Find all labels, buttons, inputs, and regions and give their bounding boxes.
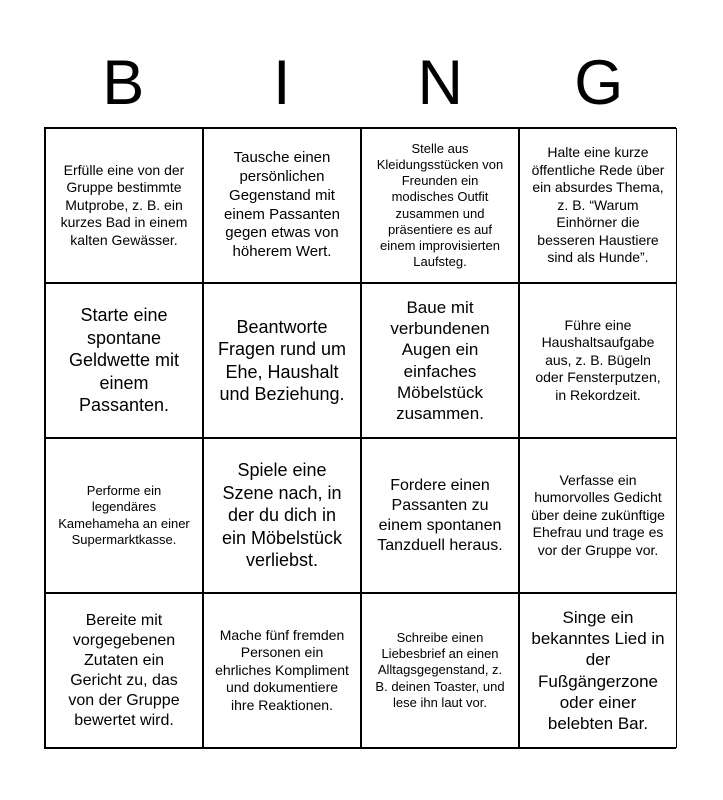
- bingo-cell-r4c4[interactable]: Singe ein bekanntes Lied in der Fußgängerzone oder einer belebten Bar.: [519, 593, 677, 748]
- bingo-cell-r4c1[interactable]: Bereite mit vorgegebenen Zutaten ein Gericht zu, das von der Gruppe bewertet wird.: [45, 593, 203, 748]
- bingo-cell-r3c4[interactable]: Verfasse ein humorvolles Gedicht über deine zukünftige Ehefrau und trage es vor der Gruppe vor.: [519, 438, 677, 593]
- bingo-cell-r2c3[interactable]: Baue mit verbundenen Augen ein einfaches Möbelstück zusammen.: [361, 283, 519, 438]
- title-letter-n: N: [417, 48, 463, 118]
- title-letter-b: B: [102, 48, 145, 118]
- bingo-cell-r3c1[interactable]: Performe ein legendäres Kamehameha an einer Supermarktkasse.: [45, 438, 203, 593]
- bingo-cell-r2c4[interactable]: Führe eine Haushaltsaufgabe aus, z. B. Bügeln oder Fensterputzen, in Rekordzeit.: [519, 283, 677, 438]
- bingo-board: [44, 0, 678, 749]
- bingo-cell-r2c1[interactable]: Starte eine spontane Geldwette mit einem Passanten.: [45, 283, 203, 438]
- bingo-cell-r1c4[interactable]: Halte eine kurze öffentliche Rede über ein absurdes Thema, z. B. “Warum Einhörner die besseren Haustiere sind als Hunde”.: [519, 128, 677, 283]
- bingo-cell-r3c2[interactable]: Spiele eine Szene nach, in der du dich in ein Möbelstück verliebst.: [203, 438, 361, 593]
- bingo-cell-r1c2[interactable]: Tausche einen persönlichen Gegenstand mit einem Passanten gegen etwas von höherem Wert.: [203, 128, 361, 283]
- bingo-cell-r4c3[interactable]: Schreibe einen Liebesbrief an einen Alltagsgegenstand, z. B. deinen Toaster, und lese ihn laut vor.: [361, 593, 519, 748]
- bingo-cell-r1c3[interactable]: Stelle aus Kleidungsstücken von Freunden ein modisches Outfit zusammen und präsentiere es auf einem improvisierten Laufsteg.: [361, 128, 519, 283]
- bingo-grid: [44, 127, 676, 749]
- bingo-cell-r4c2[interactable]: Mache fünf fremden Personen ein ehrliches Kompliment und dokumentiere ihre Reaktionen.: [203, 593, 361, 748]
- bingo-cell-r1c1[interactable]: Erfülle eine von der Gruppe bestimmte Mutprobe, z. B. ein kurzes Bad in einem kalten Gewässer.: [45, 128, 203, 283]
- title-letter-i: I: [272, 48, 291, 118]
- bingo-title: [44, 0, 678, 127]
- bingo-cell-r3c3[interactable]: Fordere einen Passanten zu einem spontanen Tanzduell heraus.: [361, 438, 519, 593]
- title-letter-g: G: [574, 48, 624, 118]
- bingo-cell-r2c2[interactable]: Beantworte Fragen rund um Ehe, Haushalt und Beziehung.: [203, 283, 361, 438]
